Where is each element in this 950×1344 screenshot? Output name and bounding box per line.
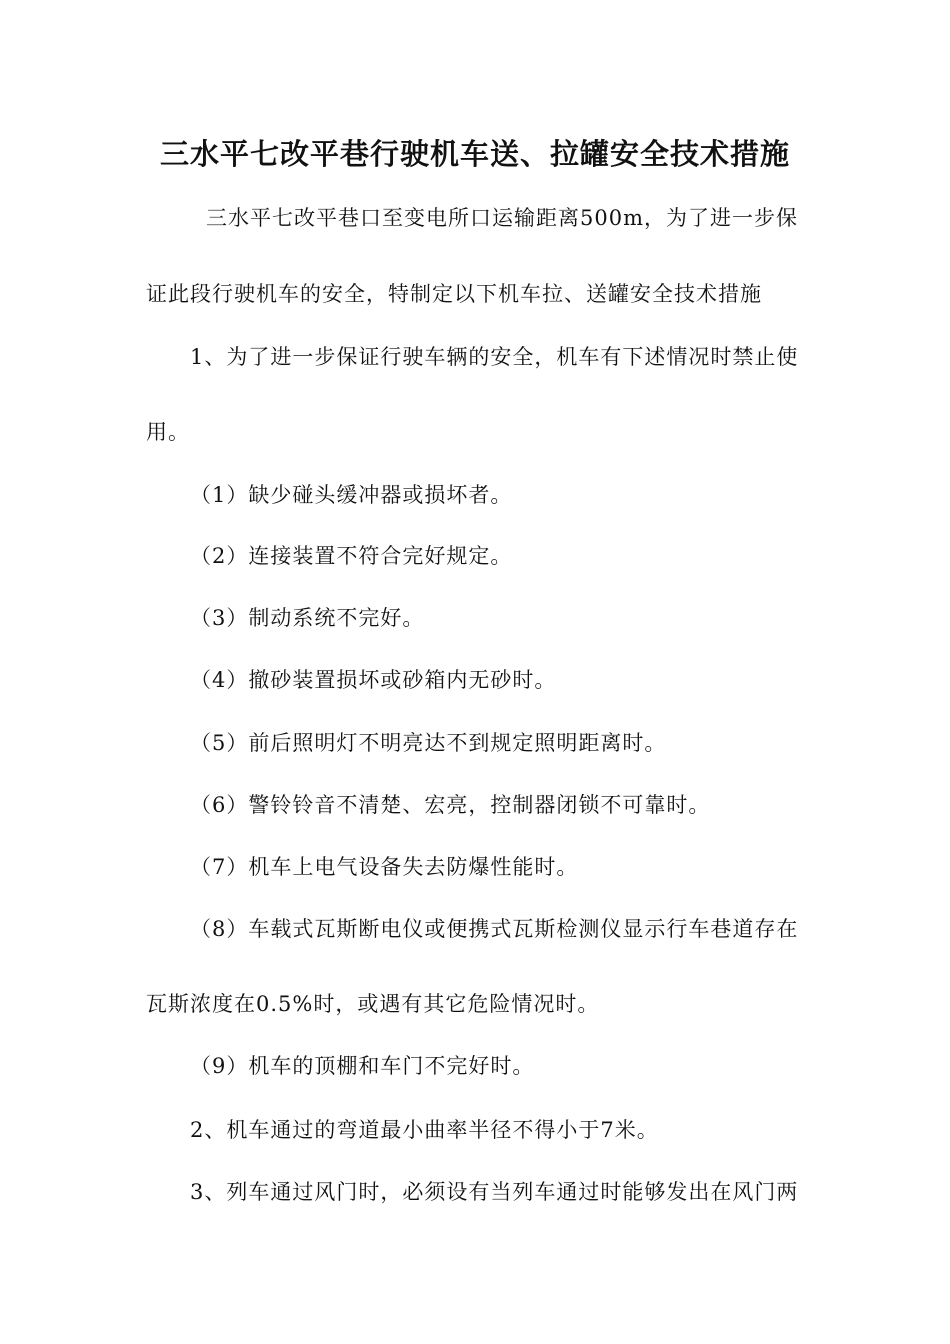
list-item: （8）车载式瓦斯断电仪或便携式瓦斯检测仪显示行车巷道存在 <box>190 917 799 941</box>
list-item-continuation: 瓦斯浓度在0.5%时，或遇有其它危险情况时。 <box>146 992 600 1016</box>
list-item: （2）连接装置不符合完好规定。 <box>190 544 513 568</box>
list-item: （5）前后照明灯不明亮达不到规定照明距离时。 <box>190 731 667 755</box>
paragraph-line: 2、机车通过的弯道最小曲率半径不得小于7米。 <box>190 1118 659 1142</box>
document-title: 三水平七改平巷行驶机车送、拉罐安全技术措施 <box>159 137 790 171</box>
list-item: （7）机车上电气设备失去防爆性能时。 <box>190 855 579 879</box>
paragraph-line: 3、列车通过风门时，必须设有当列车通过时能够发出在风门两 <box>190 1180 799 1204</box>
paragraph-line: 1、为了进一步保证行驶车辆的安全，机车有下述情况时禁止使 <box>190 345 799 369</box>
list-item: （9）机车的顶棚和车门不完好时。 <box>190 1054 535 1078</box>
paragraph-line: 用。 <box>146 420 190 444</box>
list-item: （6）警铃铃音不清楚、宏亮，控制器闭锁不可靠时。 <box>190 793 711 817</box>
list-item: （4）撤砂装置损坏或砂箱内无砂时。 <box>190 668 557 692</box>
paragraph-line: 三水平七改平巷口至变电所口运输距离500m，为了进一步保 <box>206 206 798 230</box>
list-item: （1）缺少碰头缓冲器或损坏者。 <box>190 483 513 507</box>
paragraph-line: 证此段行驶机车的安全，特制定以下机车拉、送罐安全技术措施 <box>146 282 762 306</box>
list-item: （3）制动系统不完好。 <box>190 606 425 630</box>
